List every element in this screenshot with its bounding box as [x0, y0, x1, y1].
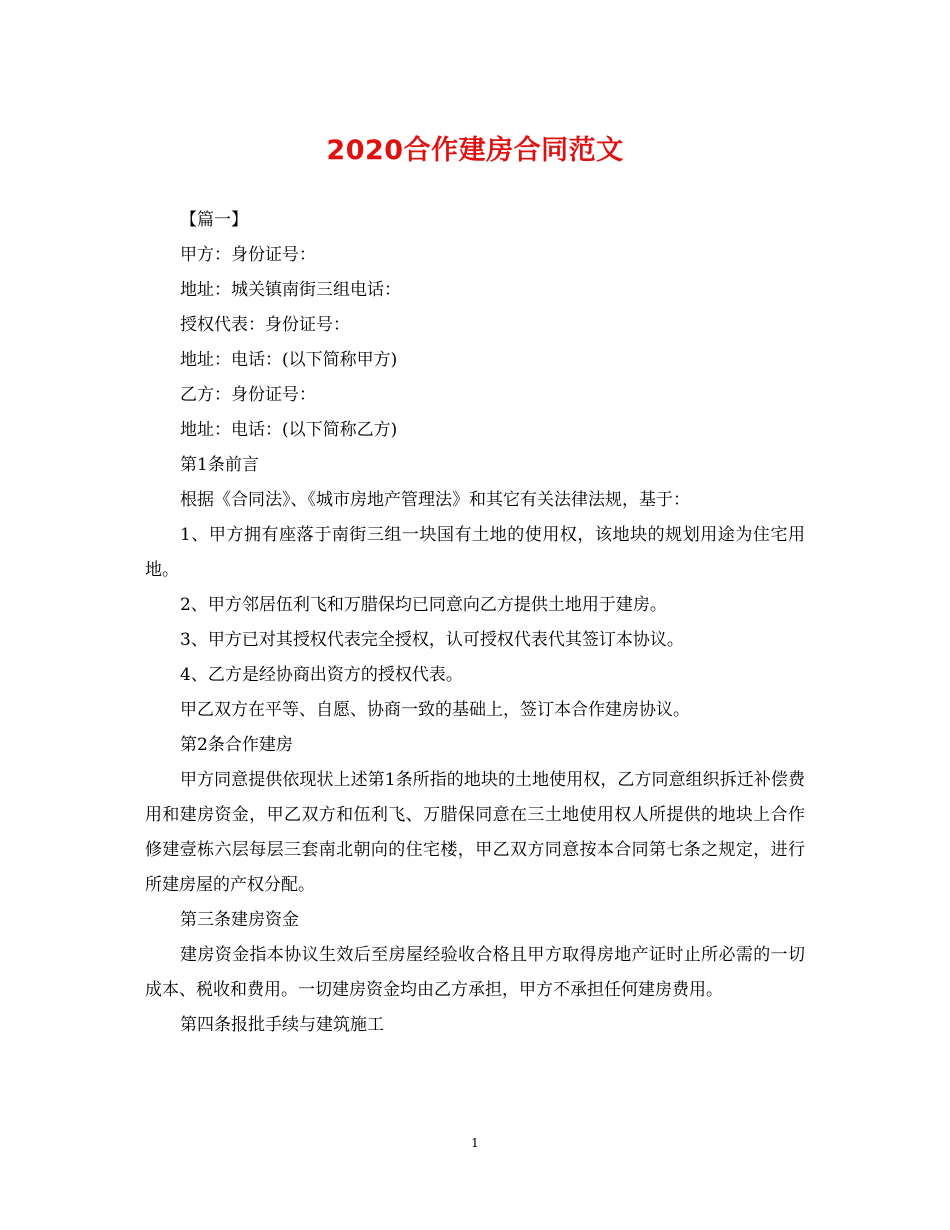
page-number: 1 — [471, 1136, 479, 1150]
article-4-heading: 第四条报批手续与建筑施工 — [180, 1015, 384, 1035]
document-title: 2020合作建房合同范文 — [326, 135, 624, 166]
authorized-rep-line: 授权代表：身份证号： — [180, 315, 350, 335]
party-b-line: 乙方：身份证号： — [180, 385, 316, 405]
article-1-item-2: 2、甲方邻居伍利飞和万腊保均已同意向乙方提供土地用于建房。 — [180, 595, 667, 615]
article-1-intro: 根据《合同法》、《城市房地产管理法》和其它有关法律法规，基于： — [180, 490, 690, 510]
article-2-heading: 第2条合作建房 — [180, 735, 293, 755]
article-2-body: 甲方同意提供依现状上述第1条所指的地块的土地使用权，乙方同意组织拆迁补偿费用和建房资金，甲乙双方和伍利飞、万腊保同意在三土地使用权人所提供的地块上合作修建壹栋六层每层三套南北朝向的住宅楼，甲乙双方同意按本合同第七条之规定，进行所建房屋的产权分配。 — [145, 770, 805, 895]
party-b-address: 地址：电话：(以下简称乙方) — [180, 420, 398, 440]
authorized-rep-address: 地址：电话：(以下简称甲方) — [180, 350, 398, 370]
article-3-heading: 第三条建房资金 — [180, 910, 299, 930]
document-body — [145, 203, 805, 1043]
article-1-closing: 甲乙双方在平等、自愿、协商一致的基础上，签订本合作建房协议。 — [180, 700, 690, 720]
party-a-address: 地址：城关镇南街三组电话： — [180, 280, 401, 300]
article-3-body: 建房资金指本协议生效后至房屋经验收合格且甲方取得房地产证时止所必需的一切成本、税收和费用。一切建房资金均由乙方承担，甲方不承担任何建房费用。 — [145, 945, 805, 1000]
article-1-item-4: 4、乙方是经协商出资方的授权代表。 — [180, 665, 463, 685]
party-a-line: 甲方：身份证号： — [180, 245, 316, 265]
article-1-heading: 第1条前言 — [180, 455, 259, 475]
section-heading: 【篇一】 — [180, 210, 248, 230]
article-1-item-1: 1、甲方拥有座落于南街三组一块国有土地的使用权，该地块的规划用途为住宅用地。 — [145, 525, 805, 580]
article-1-item-3: 3、甲方已对其授权代表完全授权，认可授权代表代其签订本协议。 — [180, 630, 684, 650]
